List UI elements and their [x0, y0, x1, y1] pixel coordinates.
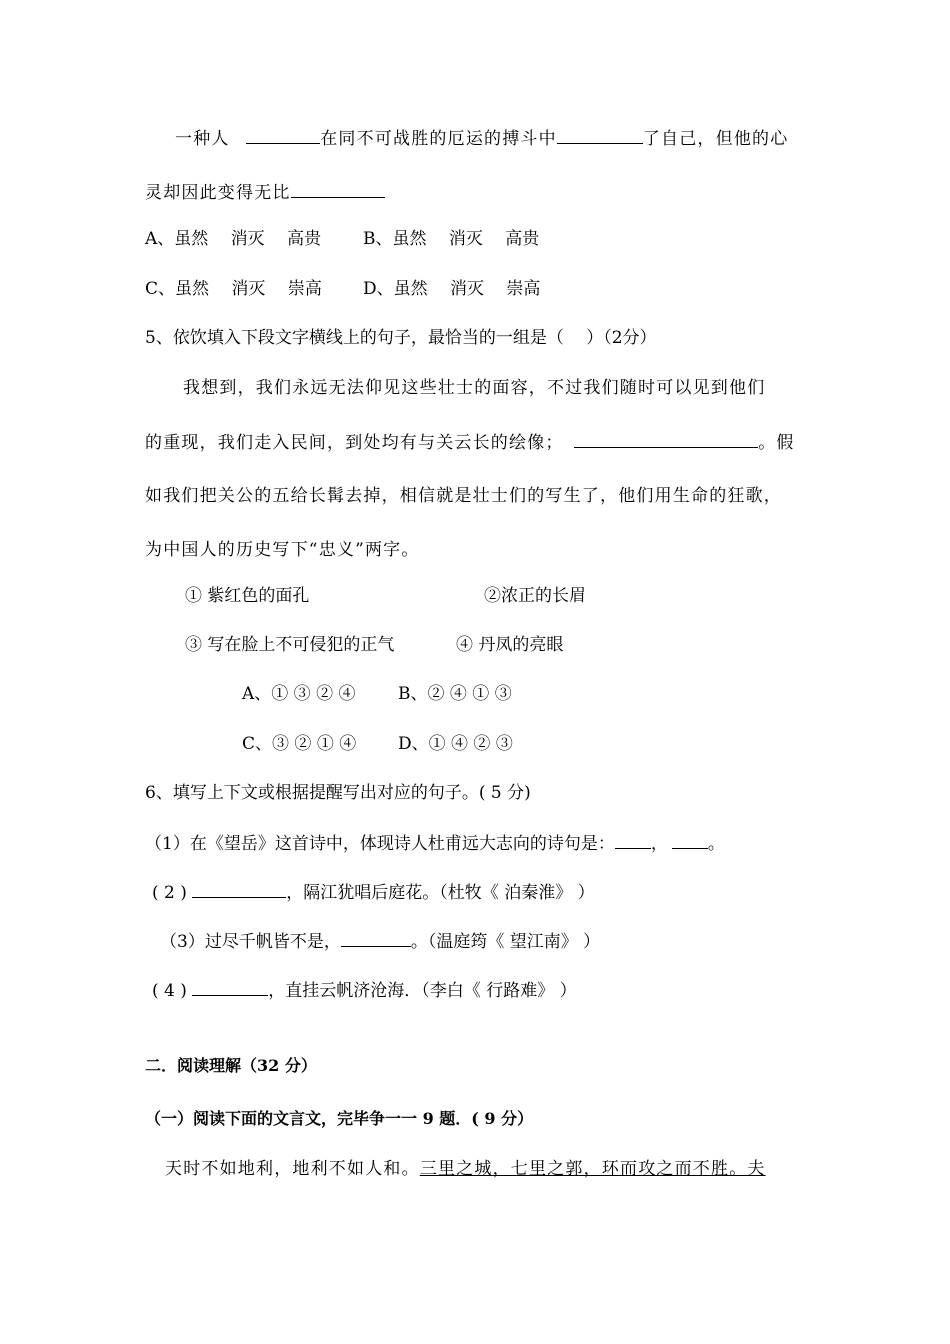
q4-line1	[175, 126, 788, 151]
q4-text-2: 灵却因此变得无比	[145, 183, 291, 203]
q5-option-b: B、② ④ ① ③	[398, 684, 512, 704]
q5-option-a: A、① ③ ② ④	[242, 684, 356, 704]
q6-text-3a: （3）过尽千帆皆不是，	[160, 932, 341, 952]
q4-option-c: C、虽然 消灭 崇高	[145, 279, 322, 299]
passage-text-a: 天时不如地利，地利不如人和。	[165, 1159, 420, 1179]
q5-text-2a: 的重现，我们走入民间，到处均有与关云长的绘像；	[145, 433, 564, 453]
q4-blank-2	[557, 126, 643, 144]
q4-text-1a: 一种人	[175, 129, 230, 149]
q4-option-d: D、虽然 消灭 崇高	[363, 279, 541, 299]
q4-option-b: B、虽然 消灭 高贵	[363, 229, 540, 249]
q5-para-line3: 如我们把关公的五给长髯去掉，相信就是壮士们的写生了，他们用生命的狂歌，	[145, 486, 782, 506]
q6-blank-1b	[672, 831, 708, 849]
q6-text-4a: ( 4 )	[152, 981, 187, 1001]
q4-text-1b: 在同不可战胜的厄运的搏斗中	[320, 129, 557, 149]
q6-blank-4	[192, 978, 268, 996]
q6-text-2a: ( 2 )	[152, 883, 187, 903]
q5-option-c: C、③ ② ① ④	[242, 734, 357, 754]
q5-para-line4: 为中国人的历史写下“忠义”两字。	[145, 540, 420, 560]
q4-blank-3	[291, 180, 385, 198]
q4-text-1c: 了自己，但他的心	[642, 129, 789, 149]
q6-item-4	[152, 978, 577, 1003]
q6-text-4b: ，直挂云帆济沧海．（李白《 行路难》 ）	[268, 981, 577, 1001]
q6-blank-3	[341, 929, 411, 947]
q5-text-2b: 。假	[758, 433, 795, 453]
q4-blank-1	[246, 126, 320, 144]
q5-item-2: ②浓正的长眉	[484, 586, 586, 606]
q5-item-1: ① 紫红色的面孔	[185, 586, 310, 606]
q6-blank-1a	[615, 831, 651, 849]
q6-blank-2	[192, 880, 286, 898]
section2-passage-line1	[165, 1157, 766, 1181]
q5-para-line1: 我想到，我们永远无法仰见这些壮士的面容，不过我们随时可以见到他们	[183, 378, 766, 398]
q4-options-ab	[145, 227, 539, 251]
q5-item-3: ③ 写在脸上不可侵犯的正气	[185, 635, 395, 655]
q6-item-2	[152, 880, 595, 905]
section2-subtitle: （一）阅读下面的文言文，完毕争一一 9 题．( 9 分）	[145, 1109, 534, 1128]
passage-text-underlined: 三里之城，七里之郭，环而攻之而不胜。夫	[419, 1159, 766, 1179]
q6-text-3b: 。（温庭筠《 望江南》 ）	[410, 932, 601, 952]
q6-text-2b: ，隔江犹唱后庭花。（杜牧《 泊秦淮》 ）	[286, 883, 595, 903]
q5-para-line2	[145, 430, 795, 455]
q6-item-3	[160, 929, 600, 954]
q5-title: 5、依饮填入下段文字横线上的句子，最恰当的一组是（ ）（2分）	[145, 328, 657, 348]
q5-option-d: D、① ④ ② ③	[398, 734, 513, 754]
q4-option-a: A、虽然 消灭 高贵	[145, 229, 322, 249]
q4-line2	[145, 180, 385, 205]
q6-item-1	[145, 831, 725, 856]
q6-text-1a: （1）在《望岳》这首诗中，体现诗人杜甫远大志向的诗句是：	[145, 834, 615, 854]
q6-text-1b: ，	[650, 834, 668, 854]
q5-item-4: ④ 丹凤的亮眼	[456, 635, 564, 655]
section2-title: 二．阅读理解（32 分）	[145, 1056, 317, 1075]
q5-blank	[574, 430, 758, 448]
q4-options-cd	[145, 277, 540, 301]
q6-text-1c: 。	[707, 834, 725, 854]
q6-title: 6、填写上下文或根据提醒写出对应的句子。( 5 分)	[145, 783, 531, 803]
